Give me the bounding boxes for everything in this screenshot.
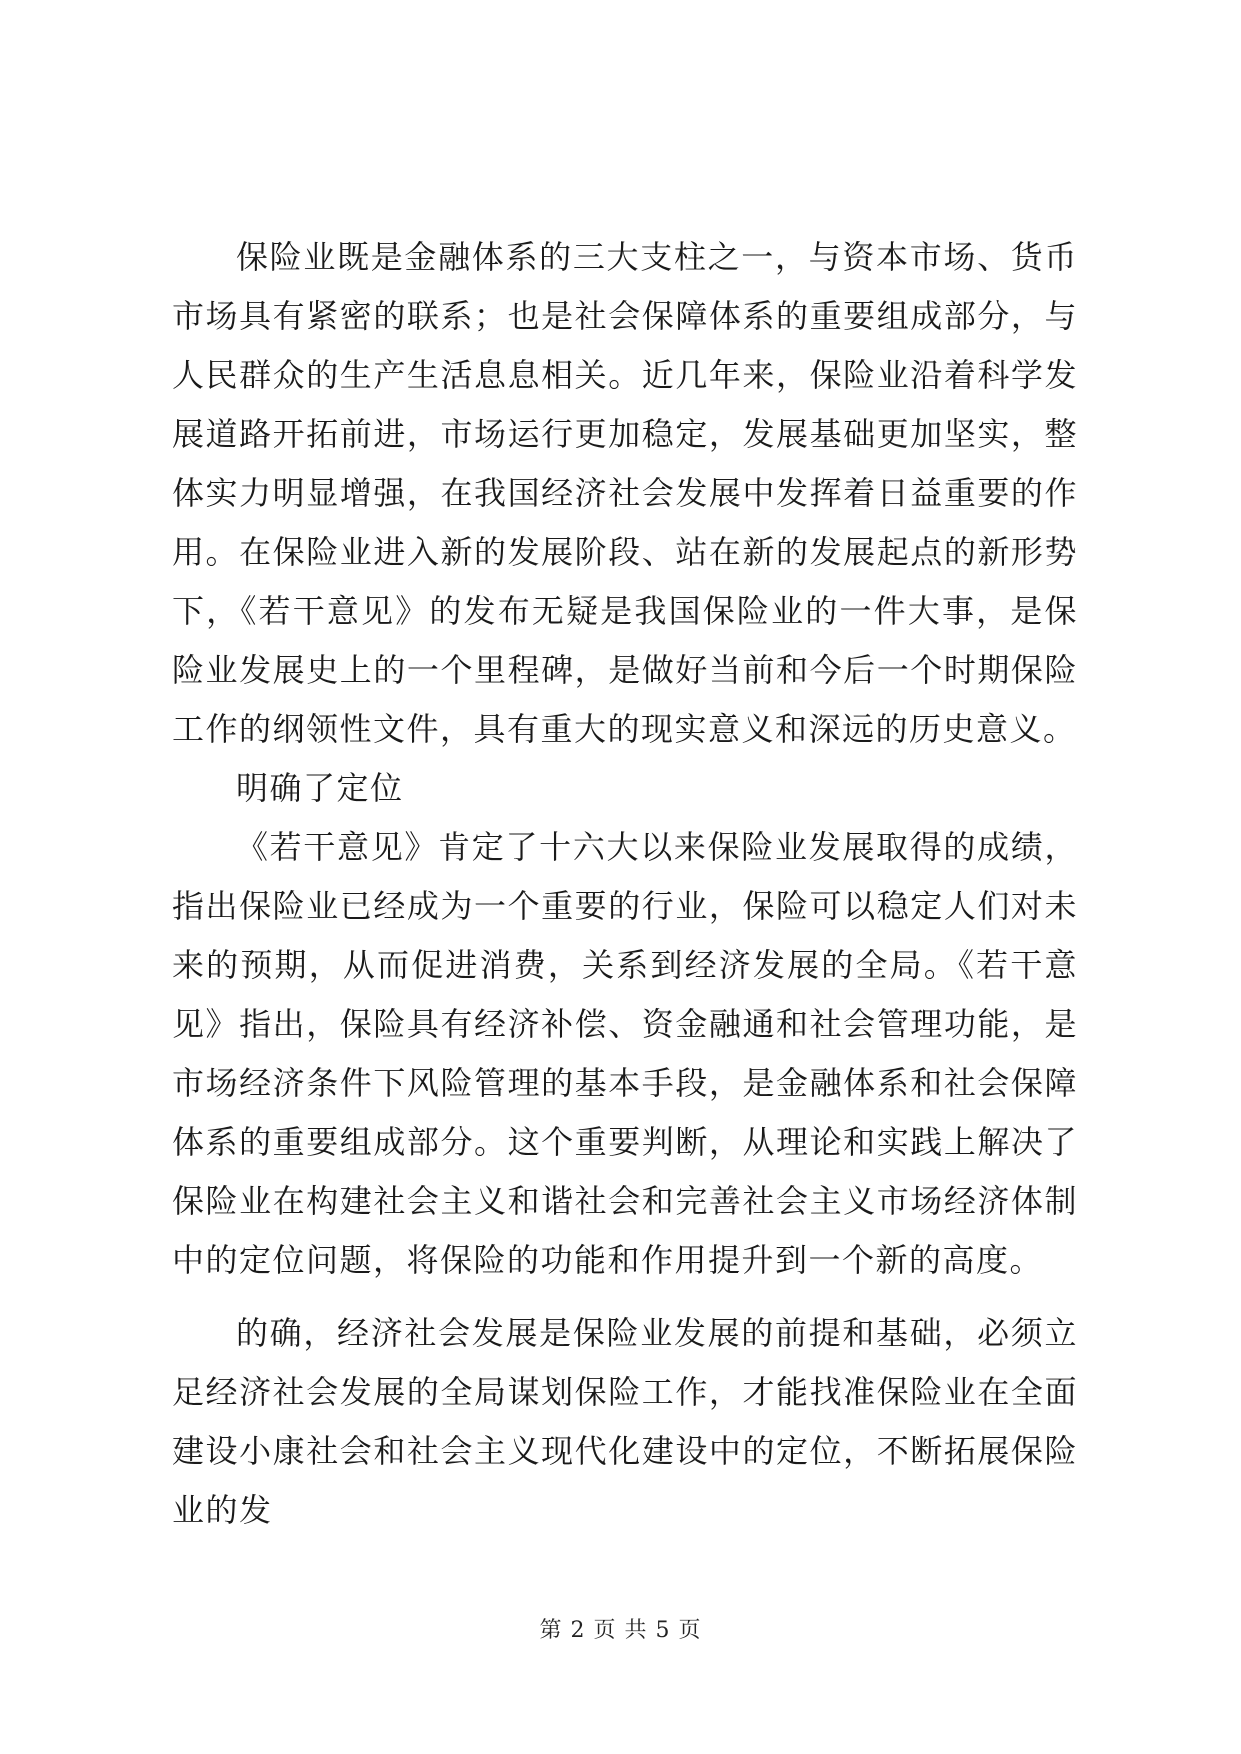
section-heading: 明确了定位: [236, 769, 404, 807]
page-footer: 第 2 页 共 5 页: [539, 1618, 702, 1643]
body-paragraph: 的确，经济社会发展是保险业发展的前提和基础，必须立足经济社会发展的全局谋划保险工作，才能找准保险业在全面建设小康社会和社会主义现代化建设中的定位，不断拓展保险业的发: [172, 1314, 1078, 1529]
body-paragraph: 《若干意见》肯定了十六大以来保险业发展取得的成绩，指出保险业已经成为一个重要的行业，保险可以稳定人们对未来的预期，从而促进消费，关系到经济发展的全局。《若干意见》指出，保险具有经济补偿、资金融通和社会管理功能，是市场经济条件下风险管理的基本手段，是金融体系和社会保障体系的重要组成部分。这个重要判断，从理论和实践上解决了保险业在构建社会主义和谐社会和完善社会主义市场经济体制中的定位问题，将保险的功能和作用提升到一个新的高度。: [172, 828, 1078, 1279]
body-paragraph: 保险业既是金融体系的三大支柱之一，与资本市场、货币市场具有紧密的联系；也是社会保障体系的重要组成部分，与人民群众的生产生活息息相关。近几年来，保险业沿着科学发展道路开拓前进，市场运行更加稳定，发展基础更加坚实，整体实力明显增强，在我国经济社会发展中发挥着日益重要的作用。在保险业进入新的发展阶段、站在新的发展起点的新形势下，《若干意见》的发布无疑是我国保险业的一件大事，是保险业发展史上的一个里程碑，是做好当前和今后一个时期保险工作的纲领性文件，具有重大的现实意义和深远的历史意义。: [172, 238, 1078, 748]
document-body: [172, 228, 1078, 1540]
paragraph-spacer: [172, 1290, 1078, 1304]
